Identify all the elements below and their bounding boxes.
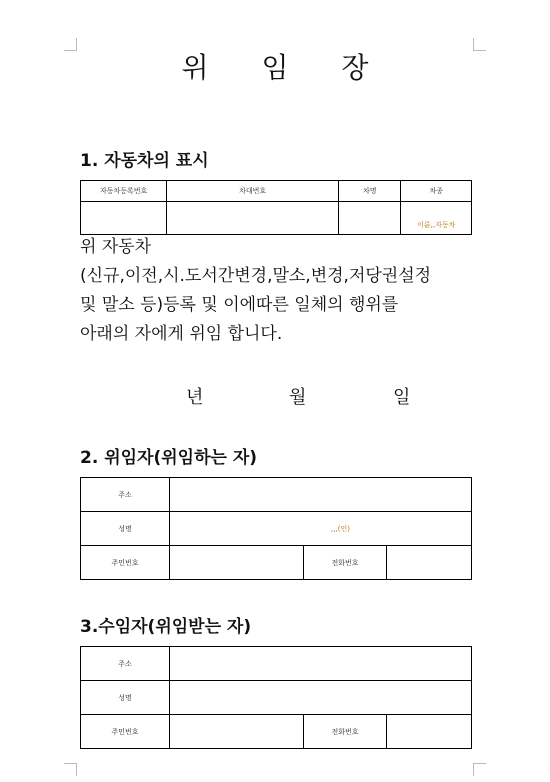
header-chassis-number: 차대번호 [167, 181, 339, 202]
section3-heading: 3.수임자(위임받는 자) [80, 617, 252, 637]
car-name-cell[interactable] [338, 202, 401, 235]
page-corner-mark [64, 763, 77, 776]
registration-number-cell[interactable] [81, 202, 167, 235]
delegator-address-cell[interactable] [170, 478, 472, 512]
delegator-id-cell[interactable] [170, 546, 304, 580]
delegator-phone-cell[interactable] [387, 546, 472, 580]
header-registration-number: 자동차등록번호 [81, 181, 167, 202]
section1-heading: 1. 자동차의 표시 [80, 151, 209, 171]
delegator-address-label: 주소 [81, 478, 170, 512]
date-day: 일 [393, 387, 411, 408]
paragraph-line: (신규,이전,시.도서간변경,말소,변경,저당권설정 [80, 266, 432, 286]
delegate-phone-label: 전화번호 [304, 715, 387, 749]
delegate-id-cell[interactable] [170, 715, 304, 749]
delegate-table [80, 646, 472, 749]
document-title: 위 임 장 [181, 51, 391, 84]
date-year: 년 [186, 387, 204, 408]
delegator-table [80, 477, 472, 580]
delegate-id-label: 주민번호 [81, 715, 170, 749]
vehicle-table [80, 180, 472, 235]
delegator-phone-label: 전화번호 [304, 546, 387, 580]
delegator-id-label: 주민번호 [81, 546, 170, 580]
delegate-address-cell[interactable] [170, 647, 472, 681]
paragraph-line: 및 말소 등)등록 및 이에따른 일체의 행위를 [80, 295, 399, 315]
delegate-name-label: 성명 [81, 681, 170, 715]
delegate-phone-cell[interactable] [387, 715, 472, 749]
car-type-cell[interactable]: 이륜,,자동차 [401, 202, 472, 235]
delegate-name-cell[interactable] [170, 681, 472, 715]
page-corner-mark [473, 763, 486, 776]
delegator-name-label: 성명 [81, 512, 170, 546]
paragraph-line: 아래의 자에게 위임 합니다. [80, 324, 283, 344]
header-car-name: 차명 [338, 181, 401, 202]
delegator-seal[interactable]: ,,,(인) [170, 512, 472, 546]
date-month: 월 [289, 387, 307, 408]
paragraph-line: 위 자동차 [80, 237, 152, 257]
header-car-type: 차종 [401, 181, 472, 202]
section2-heading: 2. 위임자(위임하는 자) [80, 448, 258, 468]
chassis-number-cell[interactable] [167, 202, 339, 235]
delegate-address-label: 주소 [81, 647, 170, 681]
